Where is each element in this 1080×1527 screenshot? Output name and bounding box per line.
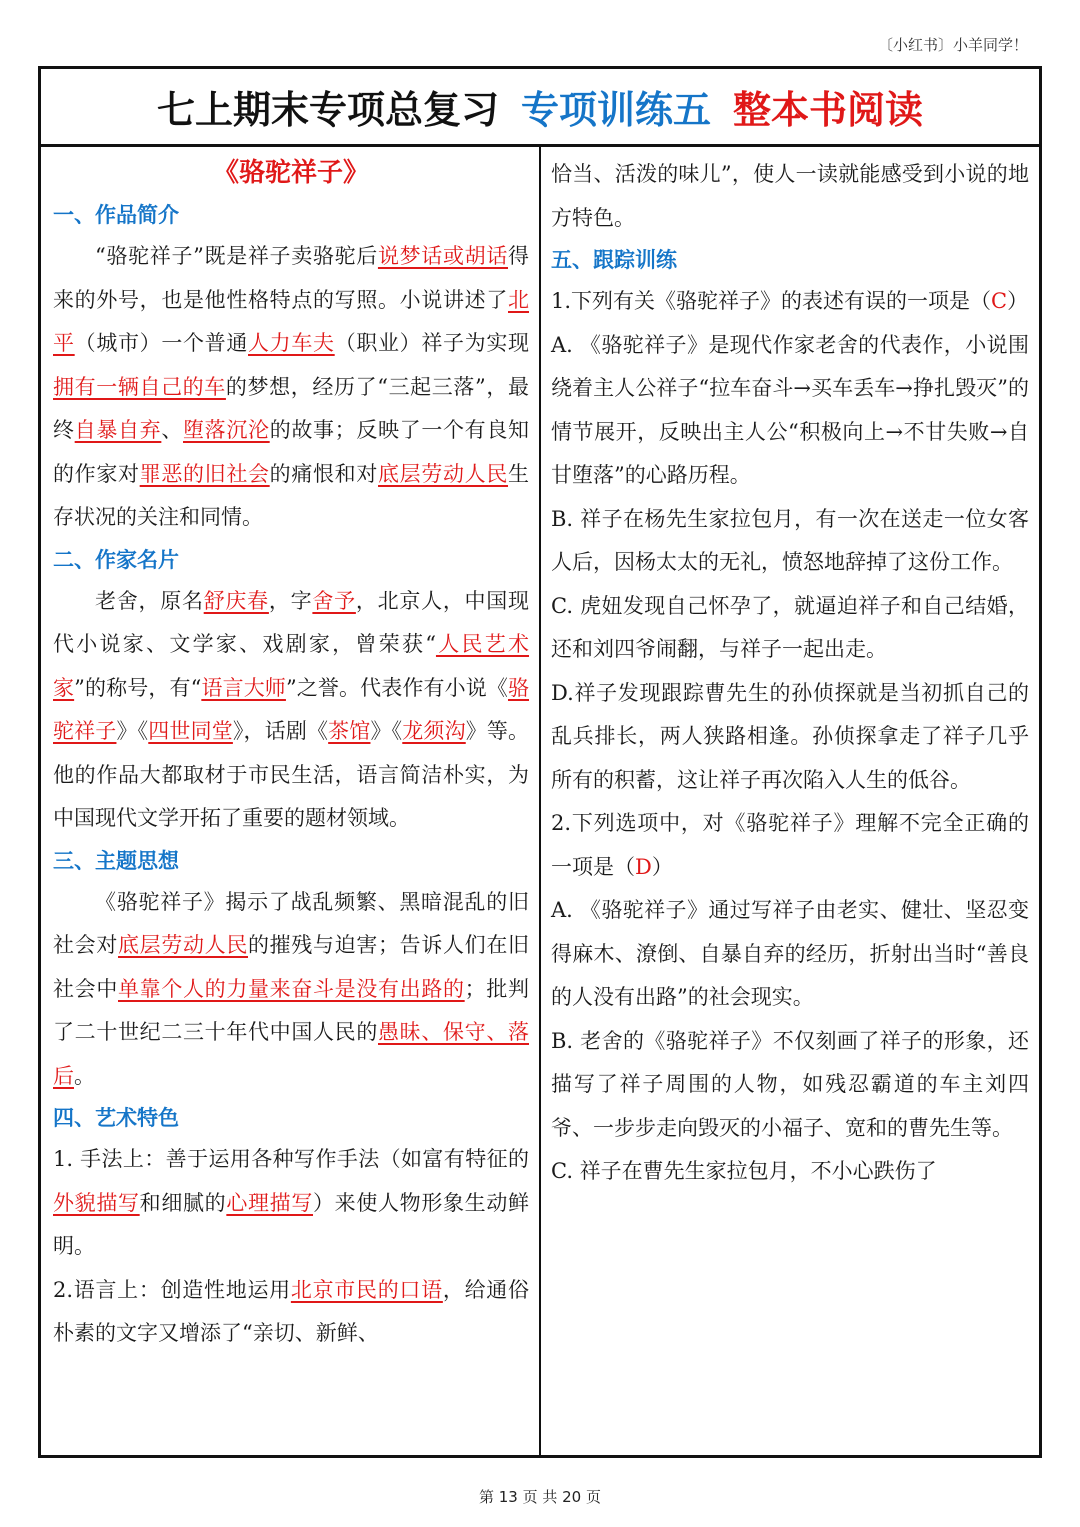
page-title (41, 69, 1039, 147)
art-language-paragraph: 2.语言上：创造性地运用北京市民的口语，给通俗朴素的文字又增添了“亲切、新鲜、 (53, 1277, 529, 1345)
question-2-option-b: B. 老舍的《骆驼祥子》不仅刻画了祥子的形象，还描写了祥子周围的人物，如残忍霸道的车主刘四爷、一步步走向毁灭的小福子、宽和的曹先生等。 (551, 1028, 1029, 1140)
question-1-option-d: D.祥子发现跟踪曹先生的孙侦探就是当初抓自己的乱兵排长，两人狭路相逢。孙侦探拿走了祥子几乎所有的积蓄，这让祥子再次陷入人生的低谷。 (551, 680, 1029, 792)
question-2-stem: 2.下列选项中，对《骆驼祥子》理解不完全正确的一项是（D） (551, 811, 1029, 879)
page-number: 第 13 页 共 20 页 (478, 1488, 601, 1506)
question-2-option-a: A. 《骆驼祥子》通过写祥子由老实、健壮、坚忍变得麻木、潦倒、自暴自弃的经历，折射出当时“善良的人没有出路”的社会现实。 (551, 898, 1029, 1009)
section-heading-practice: 五、跟踪训练 (551, 248, 677, 272)
left-column (41, 147, 541, 1455)
question-1-answer: C (991, 289, 1008, 313)
art-language-continued: 恰当、活泼的味儿”，使人一读就能感受到小说的地方特色。 (551, 162, 1029, 230)
intro-paragraph: “骆驼祥子”既是祥子卖骆驼后说梦话或胡话得来的外号，也是他性格特点的写照。小说讲述了北平（城市）一个普通人力车夫（职业）祥子为实现拥有一辆自己的车的梦想，经历了“三起三落”，最终自暴自弃、堕落沉沦的故事；反映了一个有良知的作家对罪恶的旧社会的痛恨和对底层劳动人民生存状况的关注和同情。 (53, 244, 530, 529)
right-column (541, 147, 1039, 1455)
section-heading-intro: 一、作品简介 (53, 203, 179, 227)
section-heading-theme: 三、主题思想 (53, 848, 179, 873)
question-1-option-c: C. 虎妞发现自己怀孕了，就逼迫祥子和自己结婚，还和刘四爷闹翻，与祥子一起出走。 (551, 593, 1029, 661)
question-1-option-b: B. 祥子在杨先生家拉包月，有一次在送走一位女客人后，因杨太太的无礼，愤怒地辞掉了这份工作。 (551, 506, 1029, 574)
question-1-stem: 1.下列有关《骆驼祥子》的表述有误的一项是（C） (551, 289, 1029, 313)
question-2-option-c: C. 祥子在曹先生家拉包月，不小心跌伤了 (551, 1159, 937, 1183)
content-columns (41, 147, 1039, 1455)
title-part-review: 七上期末专项总复习 (156, 88, 499, 132)
theme-paragraph: 《骆驼祥子》揭示了战乱频繁、黑暗混乱的旧社会对底层劳动人民的摧残与迫害；告诉人们在旧社会中单靠个人的力量来奋斗是没有出路的；批判了二十世纪二三十年代中国人民的愚昧、保守、落后。 (53, 889, 530, 1088)
section-heading-author: 二、作家名片 (53, 547, 179, 572)
book-title: 《骆驼祥子》 (212, 158, 369, 188)
worksheet-frame (38, 66, 1042, 1458)
art-technique-paragraph: 1. 手法上：善于运用各种写作手法（如富有特征的外貌描写和细腻的心理描写）来使人物形象生动鲜明。 (53, 1147, 530, 1258)
watermark: 〔小红书〕小羊同学！ (877, 36, 1028, 54)
title-part-topic: 整本书阅读 (733, 88, 924, 132)
author-paragraph: 老舍，原名舒庆春，字舍予，北京人，中国现代小说家、文学家、戏剧家，曾荣获“人民艺术家”的称号，有“语言大师”之誉。代表作有小说《骆驼祥子》《四世同堂》，话剧《茶馆》《龙须沟》等。他的作品大都取材于市民生活，语言简洁朴实，为中国现代文学开拓了重要的题材领域。 (53, 588, 530, 830)
question-1-option-a: A. 《骆驼祥子》是现代作家老舍的代表作，小说围绕着主人公祥子“拉车奋斗→买车丢车→挣扎毁灭”的情节展开，反映出主人公“积极向上→不甘失败→自甘堕落”的心路历程。 (551, 332, 1029, 487)
section-heading-art: 四、艺术特色 (53, 1106, 179, 1130)
question-2-answer: D (635, 854, 652, 879)
title-part-training: 专项训练五 (520, 88, 711, 132)
